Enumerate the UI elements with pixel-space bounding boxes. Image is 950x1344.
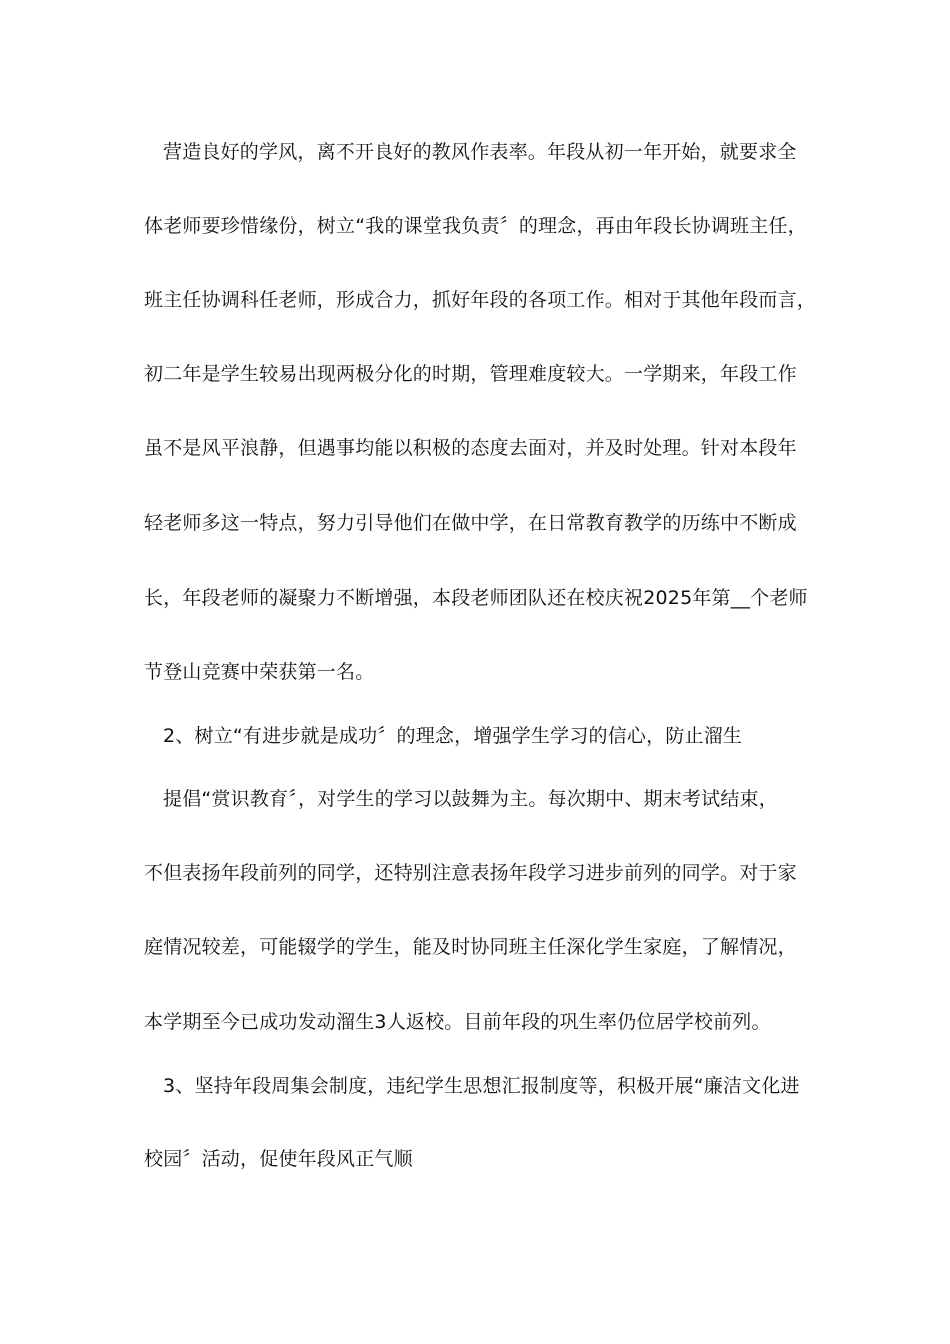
paragraph-line: 长，年段老师的凝聚力不断增强，本段老师团队还在校庆祝2025年第__个老师 (144, 587, 808, 609)
section-heading-2: 2、树立“有进步就是成功〞的理念，增强学生学习的信心，防止溜生 (163, 725, 743, 747)
paragraph-line: 班主任协调科任老师，形成合力，抓好年段的各项工作。相对于其他年段而言， (144, 289, 817, 311)
paragraph-line: 不但表扬年段前列的同学，还特别注意表扬年段学习进步前列的同学。对于家 (144, 862, 797, 884)
paragraph-line: 初二年是学生较易出现两极分化的时期，管理难度较大。一学期来，年段工作 (144, 363, 797, 385)
paragraph-line: 庭情况较差，可能辍学的学生，能及时协同班主任深化学生家庭，了解情况， (144, 936, 797, 958)
paragraph-line: 轻老师多这一特点，努力引导他们在做中学，在日常教育教学的历练中不断成 (144, 512, 797, 534)
paragraph-line: 营造良好的学风，离不开良好的教风作表率。年段从初一年开始，就要求全 (163, 141, 797, 163)
paragraph-line: 本学期至今已成功发动溜生3人返校。目前年段的巩生率仍位居学校前列。 (144, 1011, 771, 1033)
paragraph-line: 体老师要珍惜缘份，树立“我的课堂我负责〞的理念，再由年段长协调班主任， (144, 215, 807, 237)
paragraph-line: 校园〞活动，促使年段风正气顺 (144, 1148, 413, 1170)
section-heading-3: 3、坚持年段周集会制度，违纪学生思想汇报制度等，积极开展“廉洁文化进 (163, 1075, 800, 1097)
paragraph-line: 节登山竞赛中荣获第一名。 (144, 661, 375, 683)
paragraph-line: 提倡“赏识教育〞，对学生的学习以鼓舞为主。每次期中、期末考试结束， (163, 788, 778, 810)
paragraph-line: 虽不是风平浪静，但遇事均能以积极的态度去面对，并及时处理。针对本段年 (144, 437, 797, 459)
